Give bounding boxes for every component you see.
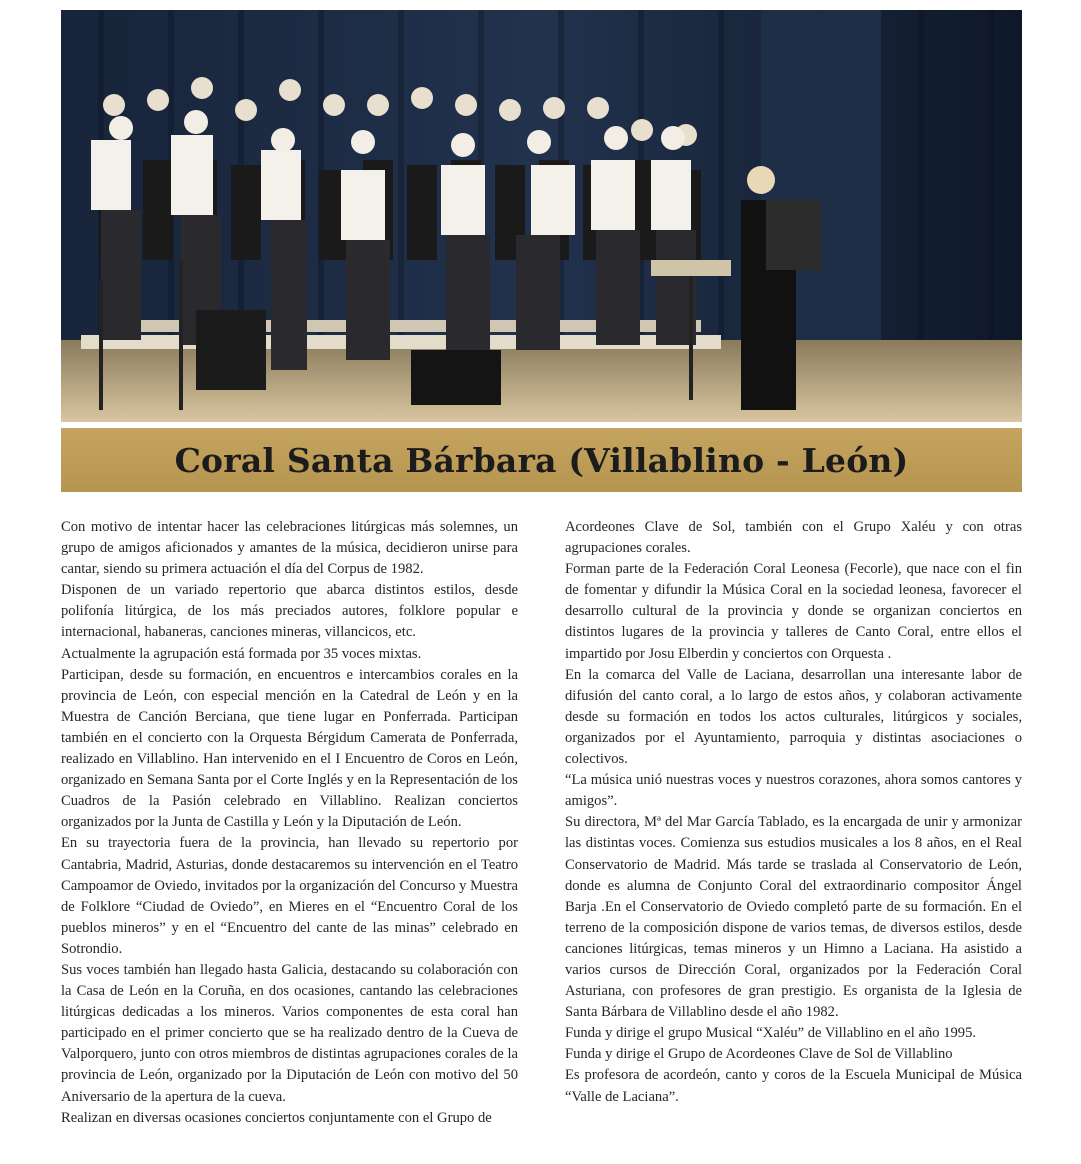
paragraph: Acordeones Clave de Sol, también con el Grupo Xaléu y con otras agrupaciones corales. <box>565 519 1022 557</box>
paragraph: Funda y dirige el Grupo de Acordeones Clave de Sol de Villablino <box>565 1046 953 1063</box>
right-column <box>565 517 1022 1108</box>
paragraph: Su directora, Mª del Mar García Tablado, es la encargada de unir y armonizar las distintas voces. Comienza sus estudios musicales a los 8 años, en el Real Conservatorio de Madrid. Más tarde se traslada al Conservatorio de León, donde es alumna de Conjunto Coral del extraordinario compositor Ángel Barja .En el Conservatorio de Oviedo completó parte de su formación. En el terreno de la composición dispone de varios temas, de diversos estilos, desde canciones litúrgicas, temas mineros y un Himno a Laciana. Ha asistido a varios cursos de Dirección Coral, organizados por la Federación Coral Asturiana, con profesores de gran prestigio. Es organista de la Iglesia de Santa Bárbara de Villablino desde el año 1982. <box>565 814 1022 1021</box>
paragraph: “La música unió nuestras voces y nuestros corazones, ahora somos cantores y amigos”. <box>565 772 1022 810</box>
paragraph: Participan, desde su formación, en encuentros e intercambios corales en la provincia de León, con especial mención en la Catedral de León y en la Muestra de Canción Berciana, que tiene lugar en Ponferrada. Participan también en el concierto con la Orquesta Bérgidum Camerata de Ponferrada, realizado en Villablino. Han intervenido en el I Encuentro de Coros en León, organizado en Semana Santa por el Corte Inglés y en la Representación de los Cuadros de la Pasión celebrado en Villablino. Realizan conciertos organizados por la Junta de Castilla y León y la Diputación de León. <box>61 666 518 831</box>
choir-photo-illustration <box>61 10 1022 422</box>
paragraph: Actualmente la agrupación está formada por 35 voces mixtas. <box>61 645 422 662</box>
choir-photo <box>61 10 1022 422</box>
paragraph: Sus voces también han llegado hasta Galicia, destacando su colaboración con la Casa de León en la Coruña, en dos ocasiones, cantando las celebraciones litúrgicas dedicadas a los mineros. Varios componentes de esta coral han participado en el primer concierto que se ha realizado dentro de la Cueva de Valporquero, junto con otros miembros de distintas agrupaciones corales de la provincia de León, organizado por la Diputación de León con motivo del 50 Aniversario de la apertura de la cueva. <box>61 961 518 1105</box>
paragraph: En su trayectoria fuera de la provincia, han llevado su repertorio por Cantabria, Madrid, Asturias, donde destacaremos su intervención en el Teatro Campoamor de Oviedo, invitados por la organización del Concurso y Muestra de Folklore “Ciudad de Oviedo”, en Mieres en el “Encuentro Coral de los pueblos mineros” y en el “Encuentro del cante de las minas” celebrado en Sotrondio. <box>61 835 518 957</box>
paragraph: Es profesora de acordeón, canto y coros de la Escuela Municipal de Música “Valle de Laciana”. <box>565 1067 1022 1105</box>
paragraph: Realizan en diversas ocasiones conciertos conjuntamente con el Grupo de <box>61 1109 492 1126</box>
paragraph: Disponen de un variado repertorio que abarca distintos estilos, desde polifonía litúrgica, de los más preciados autores, folklore popular e internacional, habaneras, canciones mineras, villancicos, etc. <box>61 582 518 641</box>
paragraph: En la comarca del Valle de Laciana, desarrollan una interesante labor de difusión del canto coral, a lo largo de estos años, y colaboran activamente desde su formación en todos los actos culturales, litúrgicos y sociales, organizados por el Ayuntamiento, parroquia y distintas asociaciones o colectivos. <box>565 666 1022 768</box>
paragraph: Con motivo de intentar hacer las celebraciones litúrgicas más solemnes, un grupo de amigos aficionados y amantes de la música, decidieron unirse para cantar, siendo su primera actuación el día del Corpus de 1982. <box>61 519 518 578</box>
paragraph: Forman parte de la Federación Coral Leonesa (Fecorle), que nace con el fin de fomentar y difundir la Música Coral en la sociedad leonesa, favorecer el desarrollo cultural de la provincia y donde se organizan conciertos en distintos lugares de la provincia y talleres de Canto Coral, entre ellos el impartido por Josu Elberdin y conciertos con Orquesta . <box>565 561 1022 662</box>
left-column <box>61 517 518 1129</box>
paragraph: Funda y dirige el grupo Musical “Xaléu” de Villablino en el año 1995. <box>565 1025 977 1042</box>
title-banner <box>61 428 1022 492</box>
article-title: Coral Santa Bárbara (Villablino - León) <box>174 440 909 480</box>
